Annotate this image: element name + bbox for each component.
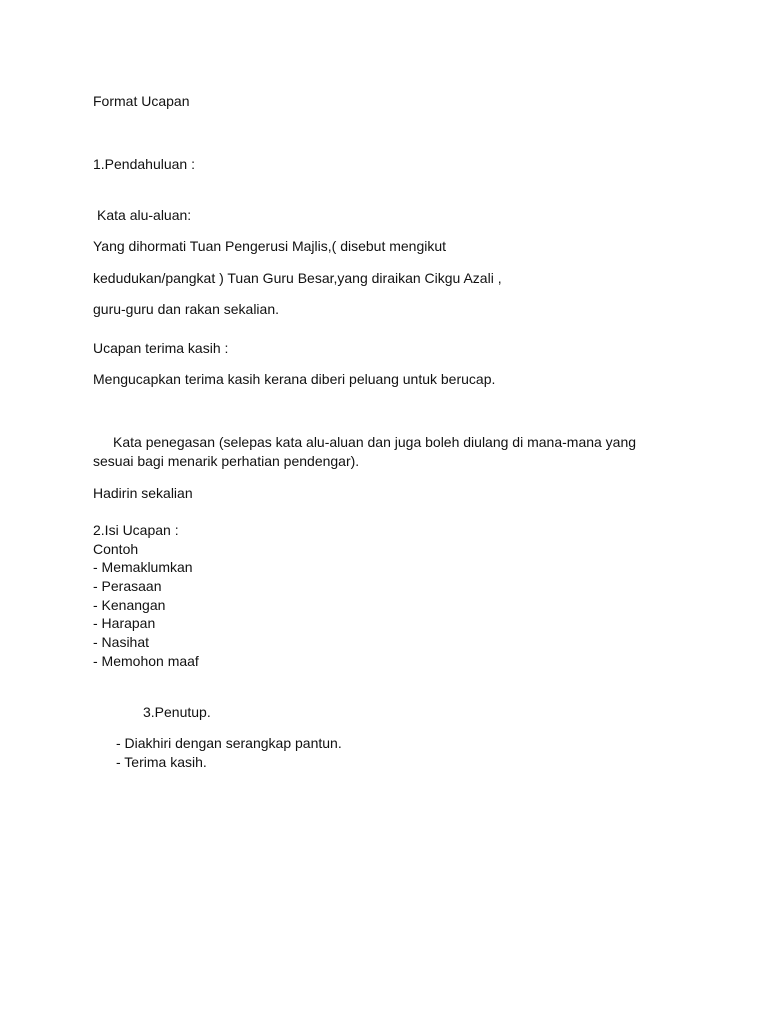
emphasis-line: sesuai bagi menarik perhatian pendengar). [93, 453, 360, 469]
audience-address: Hadirin sekalian [93, 485, 193, 501]
greeting-line: guru-guru dan rakan sekalian. [93, 301, 280, 317]
content-item: - Kenangan [93, 597, 166, 613]
greeting-line: kedudukan/pangkat ) Tuan Guru Besar,yang diraikan Cikgu Azali , [93, 270, 502, 286]
emphasis-line: Kata penegasan (selepas kata alu-aluan dan juga boleh diulang di mana-mana yang [113, 434, 637, 450]
section-1-heading: 1.Pendahuluan : [93, 156, 195, 172]
thanks-heading: Ucapan terima kasih : [93, 340, 229, 356]
section-2-heading: 2.Isi Ucapan : [93, 522, 179, 538]
content-item: - Memaklumkan [93, 559, 193, 575]
closing-item: - Diakhiri dengan serangkap pantun. [116, 735, 342, 751]
example-label: Contoh [93, 541, 139, 557]
content-item: - Perasaan [93, 578, 162, 594]
closing-item: - Terima kasih. [116, 754, 207, 770]
content-item: - Nasihat [93, 634, 150, 650]
document-title: Format Ucapan [93, 93, 190, 109]
content-item: - Memohon maaf [93, 653, 199, 669]
greeting-heading: Kata alu-aluan: [97, 207, 192, 223]
greeting-line: Yang dihormati Tuan Pengerusi Majlis,( disebut mengikut [93, 238, 447, 254]
thanks-text: Mengucapkan terima kasih kerana diberi peluang untuk berucap. [93, 371, 496, 387]
content-item: - Harapan [93, 615, 156, 631]
section-3-heading: 3.Penutup. [143, 704, 211, 720]
